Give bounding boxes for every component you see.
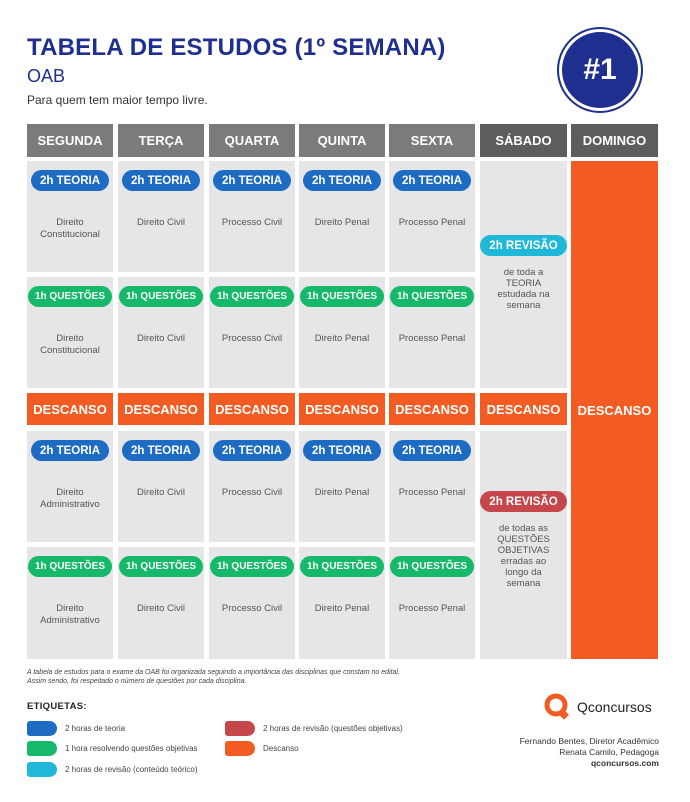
review-theory-text: de toda a TEORIA estudada na semana [497, 267, 550, 311]
subject-label: Processo Civil [221, 333, 283, 344]
questions-pill: 1h QUESTÕES [119, 556, 203, 577]
subject-label: Direito Penal [314, 333, 370, 344]
rest-cell-quinta: DESCANSO [299, 393, 385, 425]
rest-cell-domingo: DESCANSO [571, 161, 658, 659]
subject-label: Direito Civil [136, 333, 186, 344]
footnote-line-1: A tabela de estudos para o exame da OAB foi organizada seguindo a importância das disciplinas que constam no edital. [27, 669, 400, 676]
questions-pill: 1h QUESTÕES [210, 556, 294, 577]
review-questions-text: de todas as QUESTÕES OBJETIVAS erradas ao longo da semana [497, 523, 550, 589]
day-header-segunda: SEGUNDA [27, 124, 113, 157]
saturday-review-questions-cell [480, 431, 567, 659]
questions-cell-sexta-1 [389, 277, 475, 388]
footnote [27, 668, 400, 686]
theory-pill: 2h TEORIA [122, 440, 200, 461]
day-header-sexta: SEXTA [389, 124, 475, 157]
subject-label: Direito Penal [314, 217, 370, 228]
subject-label: Direito Constitucional [40, 333, 100, 356]
rest-cell-segunda: DESCANSO [27, 393, 113, 425]
subject-label: Processo Penal [398, 333, 466, 344]
day-header-sabado: SÁBADO [480, 124, 567, 157]
legend-item-review-questions [225, 721, 403, 736]
qconcursos-logo [543, 692, 652, 722]
day-header-quarta: QUARTA [209, 124, 295, 157]
subject-label: Processo Penal [398, 487, 466, 498]
brand-name: Qconcursos [577, 699, 652, 715]
theory-pill: 2h TEORIA [213, 440, 291, 461]
subject-label: Direito Civil [136, 487, 186, 498]
theory-cell-quinta-2 [299, 431, 385, 542]
page-title: TABELA DE ESTUDOS (1º SEMANA) [27, 34, 446, 61]
rest-cell-terca: DESCANSO [118, 393, 204, 425]
questions-cell-segunda-1 [27, 277, 113, 388]
questions-pill: 1h QUESTÕES [390, 286, 474, 307]
questions-cell-quinta-1 [299, 277, 385, 388]
legend-item-rest [225, 741, 299, 756]
theory-cell-sexta-1 [389, 161, 475, 272]
credits [520, 736, 659, 769]
legend-label: 2 horas de teoria [65, 724, 126, 733]
questions-pill: 1h QUESTÕES [28, 556, 112, 577]
day-header-domingo: DOMINGO [571, 124, 658, 157]
subject-label: Processo Penal [398, 603, 466, 614]
subject-label: Processo Civil [221, 217, 283, 228]
subject-label: Processo Penal [398, 217, 466, 228]
day-header-terca: TERÇA [118, 124, 204, 157]
rest-swatch [225, 741, 255, 756]
questions-pill: 1h QUESTÕES [300, 556, 384, 577]
legend-item-theory [27, 721, 125, 736]
saturday-review-theory-cell [480, 161, 567, 388]
subject-label: Direito Administrativo [40, 603, 100, 626]
theory-cell-sexta-2 [389, 431, 475, 542]
rest-cell-quarta: DESCANSO [209, 393, 295, 425]
theory-swatch [27, 721, 57, 736]
questions-cell-terca-2 [118, 547, 204, 659]
questions-cell-quarta-2 [209, 547, 295, 659]
questions-cell-segunda-2 [27, 547, 113, 659]
questions-pill: 1h QUESTÕES [28, 286, 112, 307]
theory-pill: 2h TEORIA [213, 170, 291, 191]
legend-label: 1 hora resolvendo questões objetivas [65, 744, 198, 753]
review-questions-swatch [225, 721, 255, 736]
subject-label: Direito Civil [136, 217, 186, 228]
theory-cell-terca-1 [118, 161, 204, 272]
subject-label: Direito Administrativo [40, 487, 100, 510]
theory-pill: 2h TEORIA [393, 170, 471, 191]
subject-label: Direito Constitucional [40, 217, 100, 240]
questions-cell-quinta-2 [299, 547, 385, 659]
week-badge: #1 [562, 32, 638, 108]
theory-cell-quinta-1 [299, 161, 385, 272]
theory-cell-segunda-2 [27, 431, 113, 542]
questions-swatch [27, 741, 57, 756]
subject-label: Direito Civil [136, 603, 186, 614]
questions-pill: 1h QUESTÕES [119, 286, 203, 307]
legend-title: ETIQUETAS: [27, 701, 87, 712]
questions-cell-quarta-1 [209, 277, 295, 388]
legend-label: 2 horas de revisão (conteúdo teórico) [65, 765, 198, 774]
legend-item-questions [27, 741, 198, 756]
subject-label: Direito Penal [314, 487, 370, 498]
subject-label: Processo Civil [221, 487, 283, 498]
theory-pill: 2h TEORIA [303, 440, 381, 461]
rest-cell-sabado: DESCANSO [480, 393, 567, 425]
subject-label: Direito Penal [314, 603, 370, 614]
qconcursos-logo-icon [543, 692, 573, 722]
day-header-quinta: QUINTA [299, 124, 385, 157]
questions-cell-sexta-2 [389, 547, 475, 659]
legend-item-review-theory [27, 762, 198, 777]
legend-label: Descanso [263, 744, 299, 753]
credit-line-1: Fernando Bentes, Diretor Acadêmico [519, 736, 659, 746]
questions-pill: 1h QUESTÕES [390, 556, 474, 577]
credit-line-2: Renata Camilo, Pedagoga [559, 747, 659, 757]
theory-cell-quarta-1 [209, 161, 295, 272]
theory-pill: 2h TEORIA [31, 440, 109, 461]
footnote-line-2: Assim sendo, foi respeitado o número de questões por cada disciplina. [27, 678, 247, 685]
theory-pill: 2h TEORIA [393, 440, 471, 461]
questions-pill: 1h QUESTÕES [300, 286, 384, 307]
page-description: Para quem tem maior tempo livre. [27, 93, 208, 107]
theory-cell-segunda-1 [27, 161, 113, 272]
theory-pill: 2h TEORIA [31, 170, 109, 191]
review-theory-swatch [27, 762, 57, 777]
theory-cell-quarta-2 [209, 431, 295, 542]
review-questions-pill: 2h REVISÃO [480, 491, 566, 512]
page-subtitle: OAB [27, 66, 66, 86]
site-link[interactable]: qconcursos.com [590, 758, 659, 768]
questions-pill: 1h QUESTÕES [210, 286, 294, 307]
theory-cell-terca-2 [118, 431, 204, 542]
rest-cell-sexta: DESCANSO [389, 393, 475, 425]
questions-cell-terca-1 [118, 277, 204, 388]
legend-label: 2 horas de revisão (questões objetivas) [263, 724, 403, 733]
theory-pill: 2h TEORIA [303, 170, 381, 191]
review-theory-pill: 2h REVISÃO [480, 235, 566, 256]
theory-pill: 2h TEORIA [122, 170, 200, 191]
subject-label: Processo Civil [221, 603, 283, 614]
